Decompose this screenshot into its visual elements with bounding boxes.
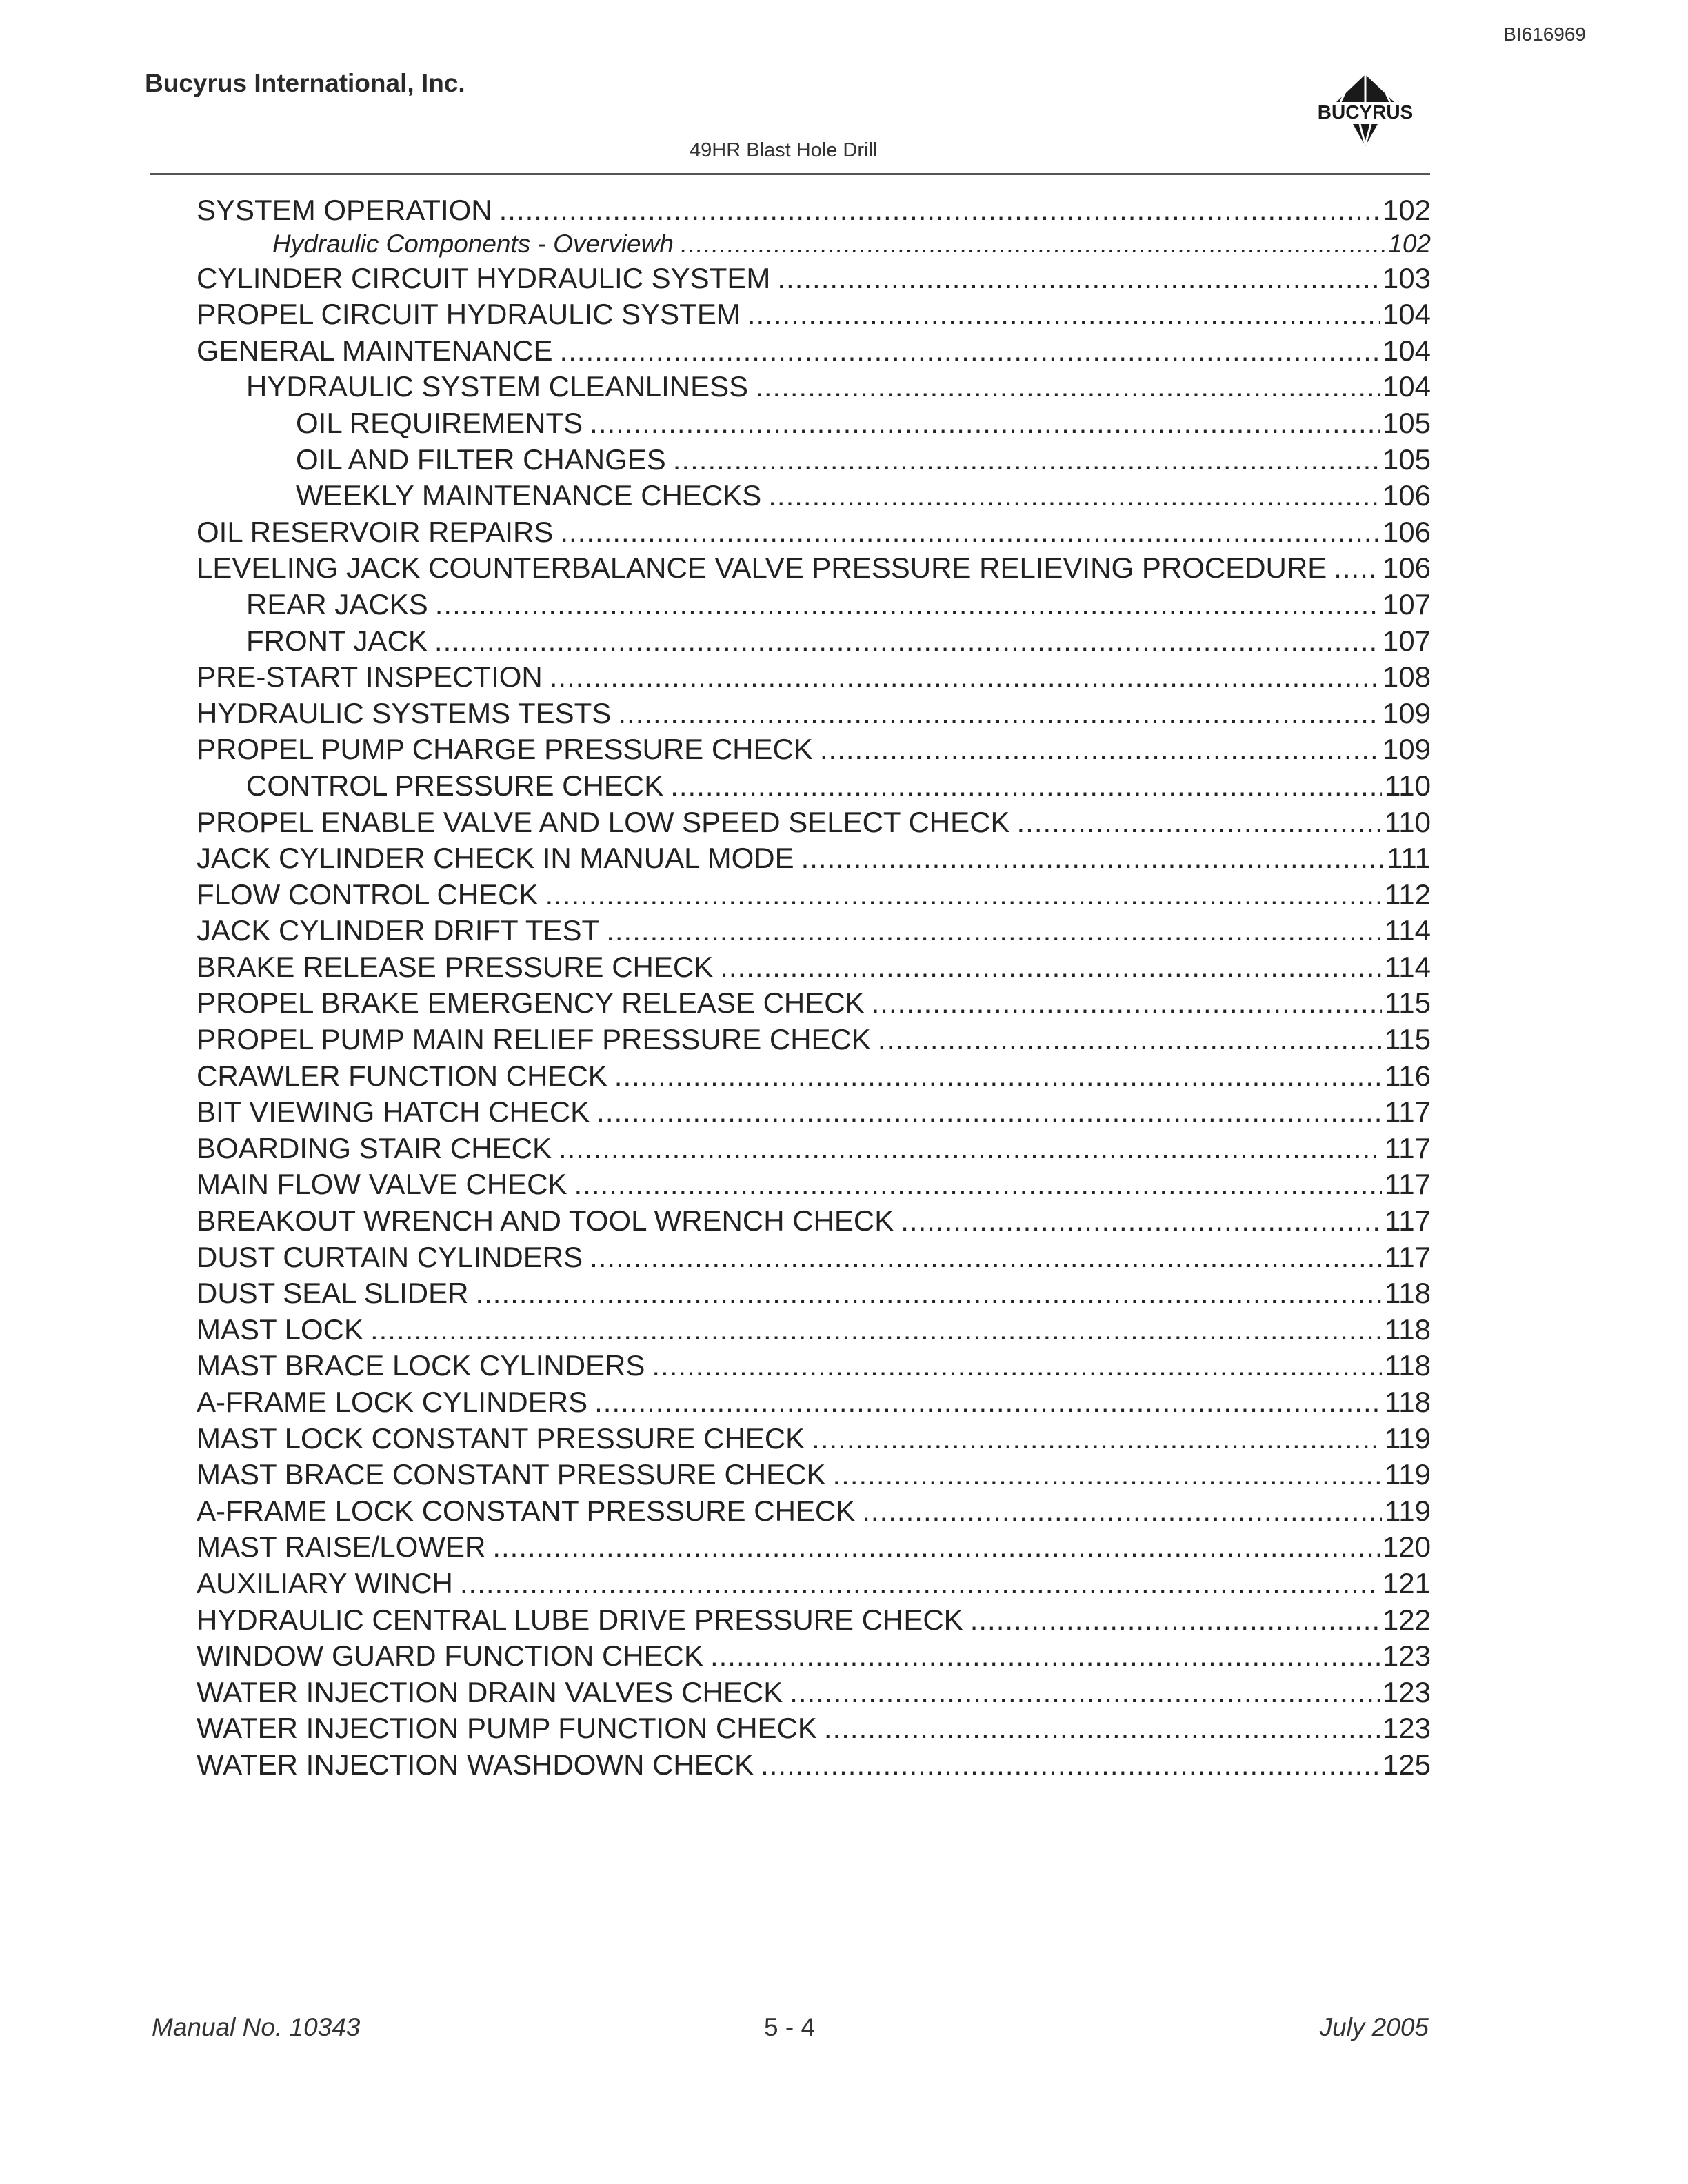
toc-leader-dots <box>812 1421 1382 1457</box>
toc-entry-title: MAST BRACE LOCK CYLINDERS <box>197 1349 645 1382</box>
toc-leader-dots <box>434 623 1380 660</box>
toc-entry[interactable] <box>197 1493 1431 1530</box>
toc-leader-dots <box>710 1638 1380 1675</box>
toc-leader-dots <box>720 949 1382 986</box>
toc-entry[interactable] <box>197 1710 1431 1747</box>
toc-entry-page: 121 <box>1382 1566 1431 1599</box>
toc-entry-title: PROPEL CIRCUIT HYDRAULIC SYSTEM <box>197 298 741 331</box>
toc-entry-title: SYSTEM OPERATION <box>197 194 492 226</box>
toc-entry-page: 112 <box>1385 878 1431 911</box>
toc-entry-title: WATER INJECTION WASHDOWN CHECK <box>197 1748 754 1781</box>
toc-entry-title: BIT VIEWING HATCH CHECK <box>197 1095 590 1129</box>
toc-entry-title: Hydraulic Components - Overviewh <box>272 229 674 258</box>
toc-entry[interactable] <box>197 1240 1431 1276</box>
toc-entry-title: WATER INJECTION PUMP FUNCTION CHECK <box>197 1712 817 1745</box>
toc-entry[interactable] <box>197 514 1431 551</box>
toc-entry[interactable] <box>197 1131 1431 1167</box>
toc-entry-page: 105 <box>1382 443 1431 476</box>
toc-entry[interactable] <box>197 550 1431 587</box>
toc-leader-dots <box>801 840 1385 877</box>
toc-entry-title: PRE-START INSPECTION <box>197 660 543 694</box>
toc-entry-page: 107 <box>1382 587 1431 620</box>
toc-entry[interactable] <box>197 442 1431 478</box>
toc-entry-page: 111 <box>1387 842 1431 875</box>
toc-entry[interactable] <box>197 659 1431 696</box>
toc-entry[interactable] <box>197 296 1431 333</box>
toc-entry[interactable] <box>197 985 1431 1022</box>
toc-leader-dots <box>790 1675 1380 1711</box>
toc-leader-dots <box>618 696 1380 732</box>
toc-entry-title: WEEKLY MAINTENANCE CHECKS <box>296 479 762 512</box>
toc-leader-dots <box>460 1566 1380 1602</box>
toc-entry[interactable] <box>197 587 1431 623</box>
footer-date: July 2005 <box>1319 2013 1429 2041</box>
toc-entry[interactable] <box>197 805 1431 841</box>
toc-entry[interactable] <box>197 1348 1431 1384</box>
toc-entry-title: OIL REQUIREMENTS <box>296 406 583 439</box>
toc-entry-page: 117 <box>1385 1131 1431 1164</box>
toc-leader-dots <box>901 1203 1382 1240</box>
toc-entry-title: MAST LOCK <box>197 1313 363 1346</box>
toc-leader-dots <box>970 1602 1380 1639</box>
toc-entry[interactable] <box>197 949 1431 986</box>
toc-entry-title: WATER INJECTION DRAIN VALVES CHECK <box>197 1675 783 1708</box>
toc-entry[interactable] <box>197 877 1431 913</box>
toc-entry-title: PROPEL BRAKE EMERGENCY RELEASE CHECK <box>197 987 865 1020</box>
toc-entry-page: 118 <box>1385 1349 1431 1382</box>
toc-entry-page: 118 <box>1385 1386 1431 1418</box>
toc-entry-title: BRAKE RELEASE PRESSURE CHECK <box>197 950 714 983</box>
toc-entry-page: 110 <box>1385 769 1431 802</box>
toc-entry[interactable] <box>197 1566 1431 1602</box>
toc-entry-page: 115 <box>1385 1023 1431 1056</box>
toc-entry[interactable] <box>197 1457 1431 1493</box>
toc-entry[interactable] <box>197 1058 1431 1095</box>
toc-leader-dots <box>872 985 1382 1022</box>
toc-leader-dots <box>824 1710 1380 1747</box>
toc-entry-title: MAST RAISE/LOWER <box>197 1530 486 1564</box>
toc-entry-title: CYLINDER CIRCUIT HYDRAULIC SYSTEM <box>197 261 771 294</box>
toc-entry-title: FRONT JACK <box>246 624 428 657</box>
toc-entry-title: REAR JACKS <box>246 587 428 620</box>
logo-wordmark: BUCYRUS <box>1317 101 1414 123</box>
toc-entry[interactable] <box>197 261 1431 297</box>
toc-entry[interactable] <box>197 1529 1431 1566</box>
toc-entry-title: CONTROL PRESSURE CHECK <box>246 769 664 802</box>
toc-entry-page: 106 <box>1382 515 1431 548</box>
toc-leader-dots <box>862 1493 1382 1530</box>
toc-entry-title: DUST CURTAIN CYLINDERS <box>197 1240 583 1273</box>
toc-entry-title: PROPEL PUMP MAIN RELIEF PRESSURE CHECK <box>197 1023 871 1056</box>
toc-entry-page: 119 <box>1385 1422 1431 1455</box>
toc-leader-dots <box>768 478 1380 514</box>
toc-leader-dots <box>673 442 1380 478</box>
manual-subtitle: 49HR Blast Hole Drill <box>690 139 878 161</box>
toc-entry-title: DUST SEAL SLIDER <box>197 1277 469 1310</box>
toc-entry[interactable] <box>197 913 1431 949</box>
toc-entry-page: 114 <box>1385 914 1431 947</box>
toc-entry-page: 118 <box>1385 1277 1431 1310</box>
toc-entry[interactable] <box>197 1203 1431 1240</box>
toc-entry[interactable] <box>197 1275 1431 1312</box>
toc-entry[interactable] <box>197 1421 1431 1457</box>
toc-leader-dots <box>559 1131 1382 1167</box>
toc-entry[interactable] <box>197 1166 1431 1203</box>
toc-leader-dots <box>550 659 1380 696</box>
toc-entry-title: HYDRAULIC CENTRAL LUBE DRIVE PRESSURE CHECK <box>197 1603 963 1636</box>
toc-entry[interactable] <box>197 1602 1431 1639</box>
toc-entry-page: 114 <box>1385 950 1431 983</box>
table-of-contents <box>197 192 1431 1783</box>
toc-leader-dots <box>435 587 1380 623</box>
toc-entry-page: 107 <box>1382 624 1431 657</box>
toc-entry[interactable] <box>197 1747 1431 1783</box>
toc-entry[interactable] <box>197 623 1431 660</box>
toc-entry[interactable] <box>197 333 1431 370</box>
toc-entry-title: BREAKOUT WRENCH AND TOOL WRENCH CHECK <box>197 1204 894 1237</box>
toc-entry[interactable] <box>197 1384 1431 1421</box>
toc-leader-dots <box>670 768 1382 805</box>
toc-entry[interactable] <box>197 1022 1431 1058</box>
toc-leader-dots <box>761 1747 1380 1783</box>
toc-leader-dots <box>747 296 1380 333</box>
toc-entry-page: 116 <box>1385 1059 1431 1092</box>
toc-entry-page: 119 <box>1385 1458 1431 1491</box>
toc-entry-title: MAIN FLOW VALVE CHECK <box>197 1168 567 1201</box>
toc-entry-page: 120 <box>1382 1530 1431 1564</box>
toc-leader-dots <box>574 1166 1383 1203</box>
toc-leader-dots <box>590 405 1380 442</box>
toc-entry-page: 117 <box>1385 1204 1431 1237</box>
toc-entry[interactable] <box>197 229 1431 261</box>
toc-entry-page: 106 <box>1382 479 1431 512</box>
toc-entry-page: 117 <box>1385 1240 1431 1273</box>
toc-leader-dots <box>545 877 1382 913</box>
toc-entry[interactable] <box>197 478 1431 514</box>
footer-manual-number: Manual No. 10343 <box>152 2013 361 2041</box>
toc-entry-title: CRAWLER FUNCTION CHECK <box>197 1059 607 1092</box>
toc-entry-title: FLOW CONTROL CHECK <box>197 878 539 911</box>
toc-entry-title: PROPEL ENABLE VALVE AND LOW SPEED SELECT CHECK <box>197 805 1010 838</box>
toc-leader-dots <box>370 1312 1382 1348</box>
toc-entry-page: 110 <box>1385 805 1431 838</box>
toc-entry-page: 123 <box>1382 1675 1431 1708</box>
toc-leader-dots <box>652 1348 1382 1384</box>
toc-entry-title: A-FRAME LOCK CONSTANT PRESSURE CHECK <box>197 1494 856 1527</box>
toc-entry[interactable] <box>197 369 1431 405</box>
toc-entry-title: MAST LOCK CONSTANT PRESSURE CHECK <box>197 1422 805 1455</box>
toc-leader-dots <box>878 1022 1382 1058</box>
toc-leader-dots <box>606 913 1382 949</box>
toc-entry[interactable] <box>197 840 1431 877</box>
toc-entry-page: 122 <box>1382 1603 1431 1636</box>
toc-entry-title: LEVELING JACK COUNTERBALANCE VALVE PRESSURE RELIEVING PROCEDURE <box>197 552 1327 585</box>
document-id: BI616969 <box>1503 23 1586 45</box>
toc-entry-page: 123 <box>1382 1639 1431 1672</box>
toc-entry-title: PROPEL PUMP CHARGE PRESSURE CHECK <box>197 733 813 766</box>
toc-entry-page: 102 <box>1388 229 1431 258</box>
toc-entry-title: HYDRAULIC SYSTEMS TESTS <box>197 696 612 729</box>
toc-entry-page: 123 <box>1382 1712 1431 1745</box>
company-name: Bucyrus International, Inc. <box>145 69 465 97</box>
toc-entry-page: 106 <box>1382 552 1431 585</box>
toc-leader-dots <box>594 1384 1382 1421</box>
header-rule <box>150 173 1430 175</box>
toc-leader-dots <box>755 369 1380 405</box>
toc-entry-page: 108 <box>1382 660 1431 694</box>
toc-leader-dots <box>560 514 1380 551</box>
toc-entry[interactable] <box>197 405 1431 442</box>
toc-leader-dots <box>820 731 1380 768</box>
toc-leader-dots <box>499 192 1380 229</box>
toc-entry[interactable] <box>197 768 1431 805</box>
toc-entry-page: 109 <box>1382 733 1431 766</box>
toc-entry[interactable] <box>197 192 1431 229</box>
toc-leader-dots <box>475 1275 1382 1312</box>
toc-entry-page: 118 <box>1385 1313 1431 1346</box>
toc-entry-title: A-FRAME LOCK CYLINDERS <box>197 1386 588 1418</box>
toc-entry-page: 104 <box>1382 370 1431 403</box>
toc-entry[interactable] <box>197 731 1431 768</box>
toc-leader-dots <box>1334 550 1380 587</box>
toc-entry-title: JACK CYLINDER DRIFT TEST <box>197 914 600 947</box>
toc-entry[interactable] <box>197 1638 1431 1675</box>
toc-entry[interactable] <box>197 1675 1431 1711</box>
toc-entry-page: 117 <box>1385 1168 1431 1201</box>
toc-entry-title: BOARDING STAIR CHECK <box>197 1131 552 1164</box>
toc-leader-dots <box>614 1058 1382 1095</box>
toc-entry-page: 119 <box>1385 1494 1431 1527</box>
toc-entry-page: 103 <box>1382 261 1431 294</box>
toc-entry-title: GENERAL MAINTENANCE <box>197 334 553 367</box>
toc-leader-dots <box>1017 805 1383 841</box>
toc-entry-page: 105 <box>1382 406 1431 439</box>
toc-leader-dots <box>492 1529 1380 1566</box>
toc-entry-page: 115 <box>1385 987 1431 1020</box>
toc-entry-page: 102 <box>1382 194 1431 226</box>
toc-entry-title: AUXILIARY WINCH <box>197 1566 453 1599</box>
toc-entry[interactable] <box>197 1312 1431 1348</box>
toc-entry-title: WINDOW GUARD FUNCTION CHECK <box>197 1639 703 1672</box>
toc-entry-page: 117 <box>1385 1095 1431 1129</box>
toc-entry-title: OIL RESERVOIR REPAIRS <box>197 515 554 548</box>
toc-entry-title: OIL AND FILTER CHANGES <box>296 443 666 476</box>
toc-leader-dots <box>596 1094 1382 1131</box>
toc-entry-title: MAST BRACE CONSTANT PRESSURE CHECK <box>197 1458 826 1491</box>
toc-leader-dots <box>833 1457 1383 1493</box>
toc-entry-title: JACK CYLINDER CHECK IN MANUAL MODE <box>197 842 794 875</box>
toc-leader-dots <box>560 333 1380 370</box>
toc-leader-dots <box>681 229 1385 259</box>
toc-entry-page: 125 <box>1382 1748 1431 1781</box>
toc-entry-title: HYDRAULIC SYSTEM CLEANLINESS <box>246 370 749 403</box>
toc-entry-page: 109 <box>1382 696 1431 729</box>
toc-leader-dots <box>590 1240 1382 1276</box>
toc-entry[interactable] <box>197 1094 1431 1131</box>
bucyrus-logo-icon <box>1296 69 1434 152</box>
footer-page-number: 5 - 4 <box>764 2013 816 2041</box>
toc-entry-page: 104 <box>1382 334 1431 367</box>
toc-entry-page: 104 <box>1382 298 1431 331</box>
toc-entry[interactable] <box>197 696 1431 732</box>
toc-leader-dots <box>777 261 1380 297</box>
